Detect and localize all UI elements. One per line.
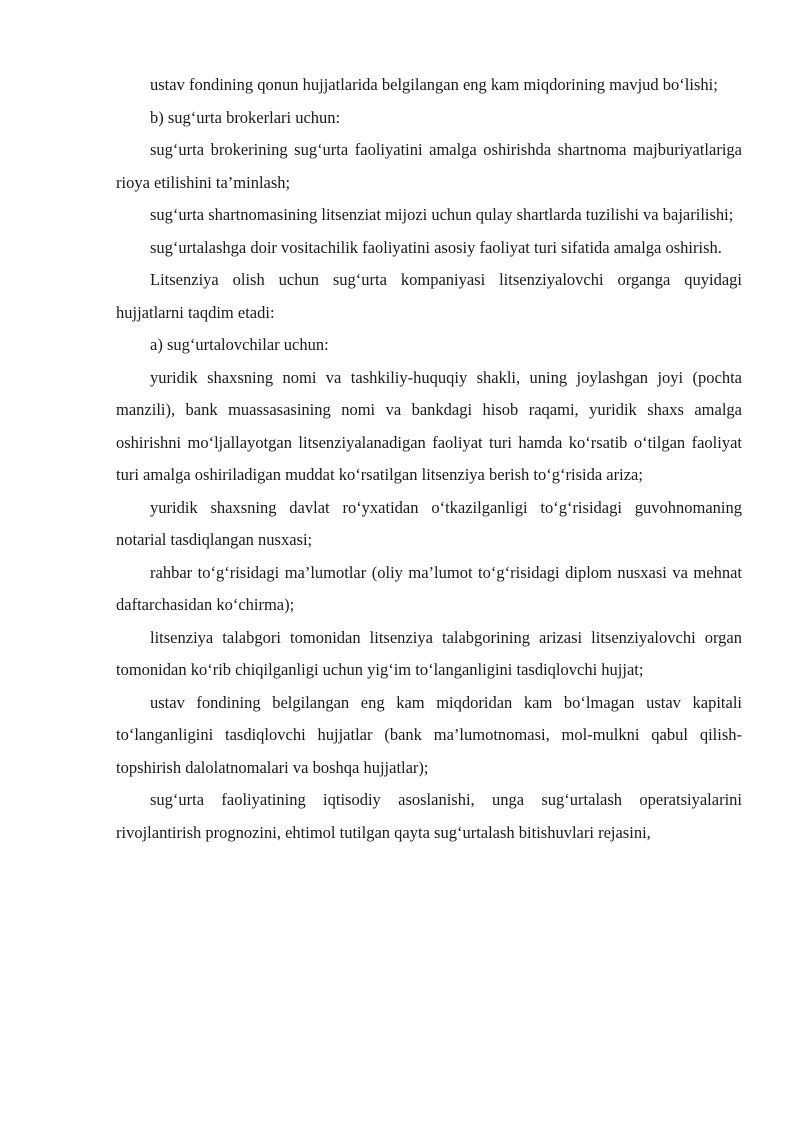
paragraph-5: sug‘urtalashga doir vositachilik faoliyatini asosiy faoliyat turi sifatida amalga oshirish. [150, 237, 722, 257]
paragraph-9: yuridik shaxsning davlat ro‘yxatidan o‘tkazilganligi to‘g‘risidagi guvohnomaning notarial tasdiqlangan nusxasi; [116, 497, 742, 549]
paragraph-2: b) sug‘urta brokerlari uchun: [150, 107, 341, 127]
paragraph-8: yuridik shaxsning nomi va tashkiliy-huquqiy shakli, uning joylashgan joyi (pochta manzili), bank muassasasining nomi va bankdagi hisob raqami, yuridik shaxs amalga oshirishni mo‘ljallayotgan litsenziyalanadigan faoliyat turi hamda ko‘rsatib o‘tilgan faoliyat turi amalga oshiriladigan muddat ko‘rsatilgan litsenziya berish to‘g‘risida ariza; [116, 367, 742, 484]
paragraph-1: ustav fondining qonun hujjatlarida belgilangan eng kam miqdorining mavjud bo‘lishi; [150, 75, 718, 94]
paragraph-3: sug‘urta brokerining sug‘urta faoliyatini amalga oshirishda shartnoma majburiyatlariga rioya etilishini ta’minlash; [116, 140, 742, 192]
paragraph-6: Litsenziya olish uchun sug‘urta kompaniyasi litsenziyalovchi organga quyidagi hujjatlarni taqdim etadi: [116, 270, 742, 322]
paragraph-12: ustav fondining belgilangan eng kam miqdoridan kam bo‘lmagan ustav kapitali to‘langanligini tasdiqlovchi hujjatlar (bank ma’lumotnomasi, mol-mulkni qabul qilish-topshirish dalolatnomalari va boshqa hujjatlar); [116, 692, 742, 777]
paragraph-11: litsenziya talabgori tomonidan litsenziya talabgorining arizasi litsenziyalovchi organ tomonidan ko‘rib chiqilganligi uchun yig‘im to‘langanligini tasdiqlovchi hujjat; [116, 627, 742, 679]
paragraph-4: sug‘urta shartnomasining litsenziat mijozi uchun qulay shartlarda tuzilishi va bajarilishi; [150, 205, 734, 224]
paragraph-10: rahbar to‘g‘risidagi ma’lumotlar (oliy ma’lumot to‘g‘risidagi diplom nusxasi va mehnat daftarchasidan ko‘chirma); [116, 562, 742, 614]
paragraph-13: sug‘urta faoliyatining iqtisodiy asoslanishi, unga sug‘urtalash operatsiyalarini rivojlantirish prognozini, ehtimol tutilgan qayta sug‘urtalash bitishuvlari rejasini, [116, 790, 742, 842]
document-page [116, 69, 742, 849]
paragraph-7: a) sug‘urtalovchilar uchun: [150, 335, 329, 354]
